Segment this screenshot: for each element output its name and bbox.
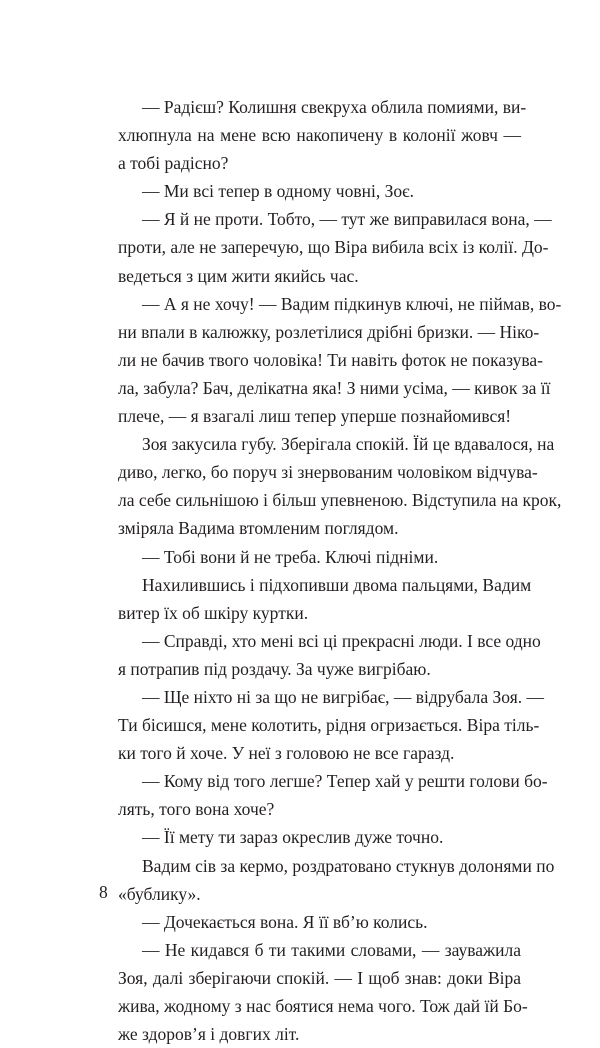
text-line: ни впали в калюжку, розлетілися дрібні бризки. — Ніко- <box>118 321 540 342</box>
text-line: ки того й хоче. У неї з головою не все гаразд. <box>118 743 455 764</box>
text-line: витер їх об шкіру куртки. <box>118 602 309 623</box>
text-line: плече, — я взагалі лиш тепер уперше познайомився! <box>118 406 512 427</box>
text-line: ла себе сильнішою і більш упевненою. Відступила на крок, <box>118 490 562 511</box>
text-line: «бублику». <box>118 883 201 904</box>
text-line: же здоров’я і довгих літ. <box>118 1024 300 1045</box>
text-line: жива, жодному з нас боятися нема чого. Тож дай їй Бо- <box>118 996 528 1016</box>
text-line: — Ще ніхто ні за що не вигрібає, — відрубала Зоя. — <box>142 686 544 707</box>
text-line: Ти бісишся, мене колотить, рідня огризається. Віра тіль- <box>118 715 540 736</box>
text-line: Зоя закусила губу. Зберігала спокій. Їй це вдавалося, на <box>142 434 555 455</box>
text-line: я потрапив під роздачу. За чуже вигрібаю. <box>118 658 431 679</box>
text-line: Нахилившись і підхопивши двома пальцями, Вадим <box>142 574 532 595</box>
text-line: — Кому від того легше? Тепер хай у решти голови бо- <box>142 771 548 792</box>
body-text <box>118 93 562 1048</box>
text-line: ведеться з цим жити якийсь час. <box>118 265 359 286</box>
text-line: — Справді, хто мені всі ці прекрасні люди. І все одно <box>142 630 541 651</box>
text-line: — Не кидався б ти такими словами, — зауважила <box>142 939 521 960</box>
text-line: диво, легко, бо поруч зі знервованим чоловіком відчува- <box>118 462 538 483</box>
text-line: Вадим сів за кермо, роздратовано стукнув долонями по <box>142 855 555 876</box>
text-line: зміряла Вадима втомленим поглядом. <box>118 518 399 539</box>
text-line: проти, але не заперечую, що Віра вибила всіх із колії. До- <box>118 237 549 258</box>
text-line: — А я не хочу! — Вадим підкинув ключі, не піймав, во- <box>142 293 562 314</box>
text-line: — Її мету ти зараз окреслив дуже точно. <box>142 827 444 848</box>
text-line: хлюпнула на мене всю накопичену в колонії жовч — <box>118 125 521 146</box>
text-line: — Радієш? Колишня свекруха облила помиями, ви- <box>142 97 527 117</box>
text-line: а тобі радісно? <box>118 153 229 174</box>
text-line: — Дочекається вона. Я її вб’ю колись. <box>142 911 428 932</box>
text-line: — Я й не проти. Тобто, — тут же виправилася вона, — <box>142 209 552 230</box>
text-line: лять, того вона хоче? <box>118 799 275 820</box>
page-number: 8 <box>99 882 108 902</box>
text-line: — Тобі вони й не треба. Ключі підніми. <box>142 546 439 567</box>
text-line: ла, забула? Бач, делікатна яка! З ними усіма, — кивок за її <box>118 377 551 398</box>
text-line: Зоя, далі зберігаючи спокій. — І щоб знав: доки Віра <box>118 967 521 988</box>
text-line: ли не бачив твого чоловіка! Ти навіть фоток не показува- <box>118 349 544 370</box>
text-line: — Ми всі тепер в одному човні, Зоє. <box>142 181 414 202</box>
